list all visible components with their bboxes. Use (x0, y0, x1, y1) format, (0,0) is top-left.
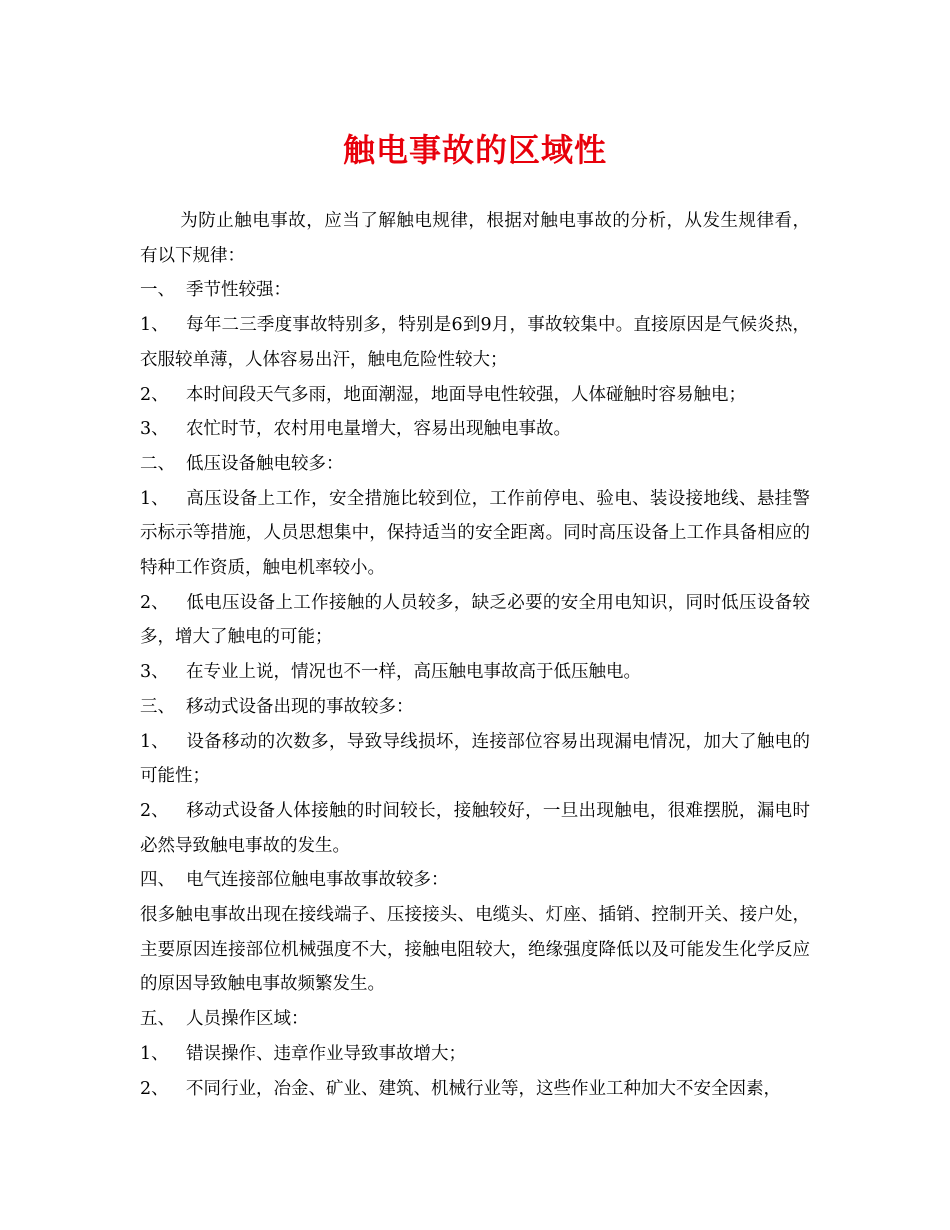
paragraph-text: 本时间段天气多雨，地面潮湿，地面导电性较强，人体碰触时容易触电； (186, 384, 746, 405)
paragraph-number: 二、 (140, 453, 175, 474)
paragraph-number: 1、 (140, 488, 169, 509)
paragraph-text: 农忙时节，农村用电量增大，容易出现触电事故。 (186, 419, 571, 440)
paragraph (140, 655, 810, 690)
paragraph (140, 794, 810, 863)
paragraph-number: 五、 (140, 1009, 175, 1030)
paragraph-number: 2、 (140, 1078, 169, 1099)
paragraph-text: 季节性较强： (186, 280, 291, 301)
paragraph (140, 482, 810, 586)
paragraph-number: 2、 (140, 800, 169, 821)
paragraph (140, 308, 810, 377)
paragraph (140, 725, 810, 794)
paragraph-text: 很多触电事故出现在接线端子、压接接头、电缆头、灯座、插销、控制开关、接户处，主要原因连接部位机械强度不大，接触电阻较大，绝缘强度降低以及可能发生化学反应的原因导致触电事故频繁发生。 (140, 905, 810, 995)
paragraph-text: 每年二三季度事故特别多，特别是6到9月，事故较集中。直接原因是气候炎热，衣服较单薄，人体容易出汗，触电危险性较大； (140, 315, 810, 370)
paragraph-text: 移动式设备人体接触的时间较长，接触较好，一旦出现触电，很难摆脱，漏电时必然导致触电事故的发生。 (140, 800, 810, 856)
paragraph-text: 在专业上说，情况也不一样，高压触电事故高于低压触电。 (186, 662, 641, 683)
paragraph-number: 四、 (140, 870, 175, 891)
paragraph (140, 690, 810, 725)
paragraph-number: 1、 (140, 731, 169, 752)
paragraph-number: 2、 (140, 592, 169, 613)
paragraph-number: 3、 (140, 662, 169, 683)
paragraph-number: 1、 (140, 1043, 169, 1064)
paragraph (140, 378, 810, 413)
document-title: 触电事故的区域性 (342, 131, 607, 169)
paragraph (140, 1002, 810, 1037)
paragraph (140, 447, 810, 482)
paragraph-number: 一、 (140, 280, 175, 301)
paragraph-text: 不同行业，冶金、矿业、建筑、机械行业等，这些作业工种加大不安全因素， (186, 1078, 781, 1099)
paragraph-text: 电气连接部位触电事故事故较多： (186, 870, 449, 891)
paragraph-text: 高压设备上工作，安全措施比较到位，工作前停电、验电、装设接地线、悬挂警示标示等措施，人员思想集中，保持适当的安全距离。同时高压设备上工作具备相应的特种工作资质，触电机率较小。 (140, 488, 810, 579)
document-body (140, 204, 810, 1106)
paragraph-text: 低电压设备上工作接触的人员较多，缺乏必要的安全用电知识，同时低压设备较多，增大了触电的可能； (140, 592, 810, 648)
paragraph (140, 412, 810, 447)
paragraph (140, 586, 810, 655)
paragraph-text: 低压设备触电较多： (186, 453, 344, 474)
paragraph-number: 3、 (140, 419, 169, 440)
paragraph (140, 273, 810, 308)
paragraph-list (140, 273, 810, 1106)
paragraph-text: 设备移动的次数多，导致导线损坏，连接部位容易出现漏电情况，加大了触电的可能性； (140, 731, 810, 787)
paragraph (140, 1037, 810, 1072)
paragraph (140, 898, 810, 1002)
intro-paragraph: 为防止触电事故，应当了解触电规律，根据对触电事故的分析，从发生规律看，有以下规律： (140, 211, 810, 266)
paragraph-number: 三、 (140, 696, 175, 717)
paragraph-text: 移动式设备出现的事故较多： (186, 696, 414, 717)
paragraph (140, 863, 810, 898)
paragraph (140, 1072, 810, 1107)
paragraph-text: 错误操作、违章作业导致事故增大； (186, 1043, 466, 1064)
paragraph-number: 2、 (140, 384, 169, 405)
paragraph-text: 人员操作区域： (186, 1009, 309, 1030)
paragraph-number: 1、 (140, 315, 169, 336)
